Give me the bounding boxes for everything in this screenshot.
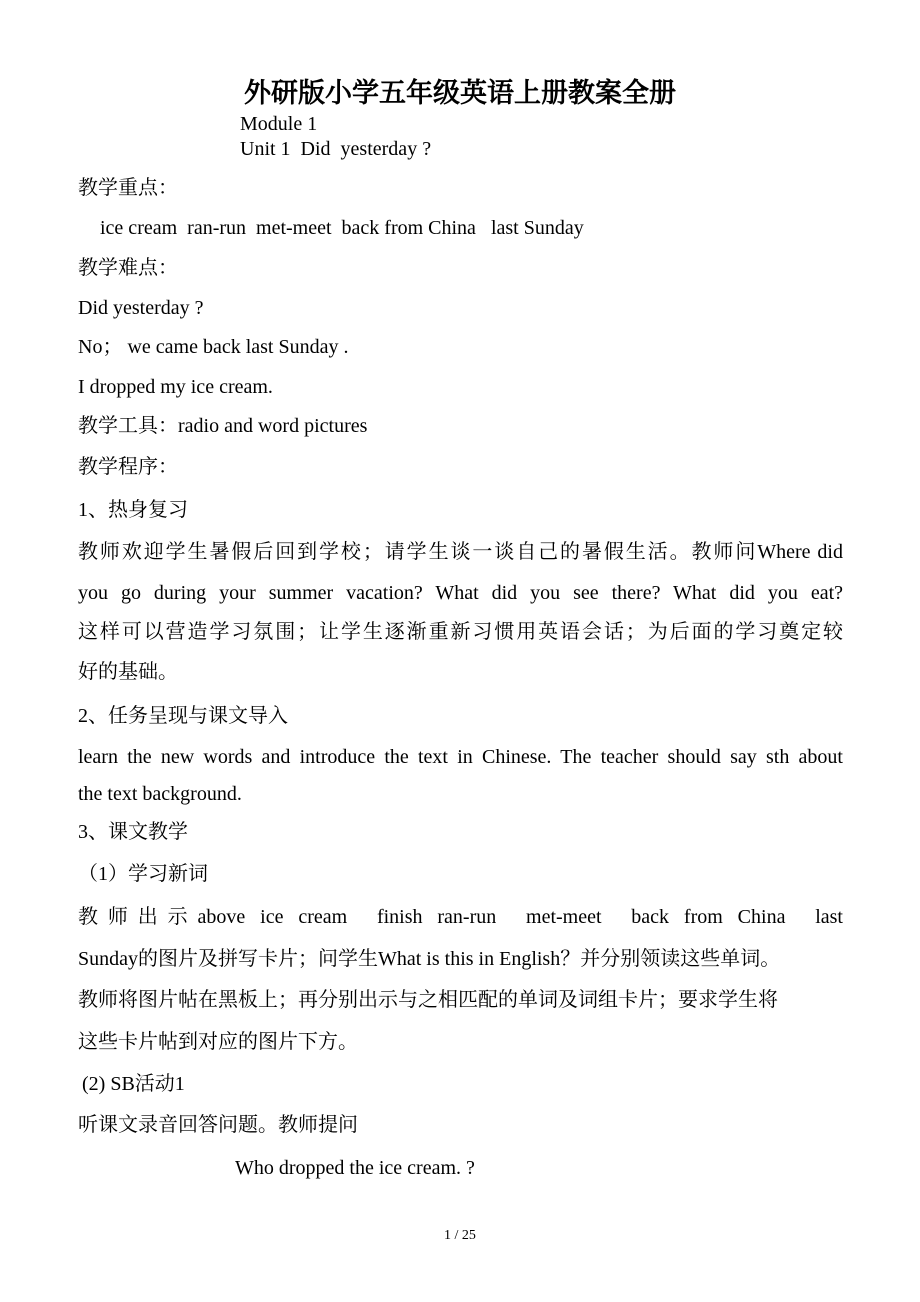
difficulty-item: I dropped my ice cream. bbox=[78, 376, 273, 398]
paragraph-line: 教师欢迎学生暑假后回到学校；请学生谈一谈自己的暑假生活。教师问Where did bbox=[78, 541, 843, 563]
sub-heading: (2) SB活动1 bbox=[82, 1073, 185, 1095]
paragraph-line: Sunday的图片及拼写卡片；问学生What is this in English？并分别领读这些单词。 bbox=[78, 948, 781, 970]
step-heading: 3、课文教学 bbox=[78, 821, 188, 843]
paragraph-line: the text background. bbox=[78, 783, 242, 805]
step-heading: 1、热身复习 bbox=[78, 499, 188, 521]
paragraph-line: 这些卡片帖到对应的图片下方。 bbox=[78, 1031, 358, 1053]
module-heading: Module 1 bbox=[240, 113, 318, 135]
paragraph-line: learn the new words and introduce the text in Chinese. The teacher should say sth about bbox=[78, 746, 843, 768]
unit-heading: Unit 1 Did yesterday ? bbox=[240, 138, 432, 160]
tools-line: 教学工具：radio and word pictures bbox=[78, 415, 368, 437]
paragraph-line: 听课文录音回答问题。教师提问 bbox=[78, 1114, 358, 1136]
key-points-text: ice cream ran-run met-meet back from China last Sunday bbox=[100, 217, 584, 239]
paragraph-line: 这样可以营造学习氛围；让学生逐渐重新习惯用英语会话；为后面的学习奠定较 bbox=[78, 621, 843, 643]
procedure-label: 教学程序： bbox=[78, 456, 178, 478]
difficulties-label: 教学难点： bbox=[78, 257, 178, 279]
page-number: 1 / 25 bbox=[444, 1228, 476, 1243]
paragraph-line: 教师出示above ice cream finish ran-run met-meet back from China last bbox=[78, 906, 843, 928]
sub-heading: （1）学习新词 bbox=[78, 863, 208, 885]
question-line: Who dropped the ice cream. ? bbox=[235, 1157, 475, 1179]
key-points-label: 教学重点： bbox=[78, 177, 178, 199]
difficulty-item: No； we came back last Sunday . bbox=[78, 336, 349, 358]
paragraph-line: 好的基础。 bbox=[78, 661, 178, 683]
difficulty-item: Did yesterday ? bbox=[78, 297, 204, 319]
paragraph-line: you go during your summer vacation? What did you see there? What did you eat? bbox=[78, 582, 843, 604]
document-title: 外研版小学五年级英语上册教案全册 bbox=[244, 78, 676, 109]
step-heading: 2、任务呈现与课文导入 bbox=[78, 705, 288, 727]
paragraph-line: 教师将图片帖在黑板上；再分别出示与之相匹配的单词及词组卡片；要求学生将 bbox=[78, 989, 778, 1011]
